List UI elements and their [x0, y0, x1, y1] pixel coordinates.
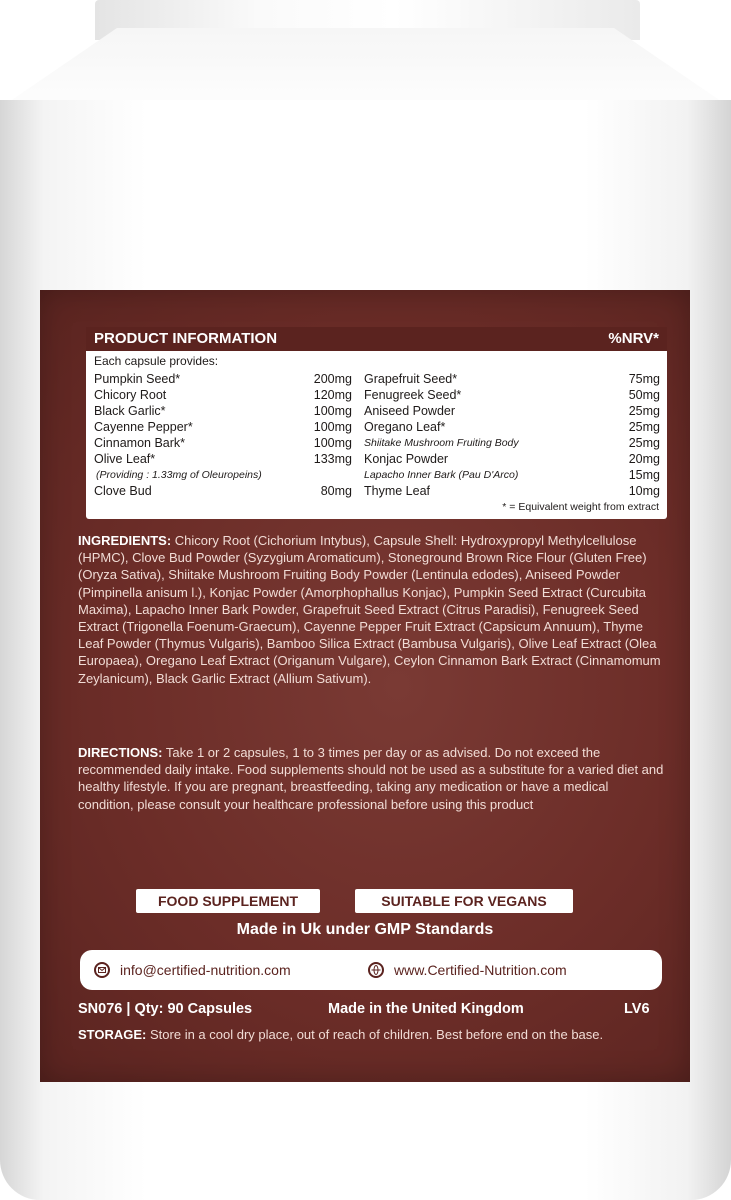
nutrient-name: Shiitake Mushroom Fruiting Body [364, 437, 519, 449]
food-supplement-badge: FOOD SUPPLEMENT [136, 889, 320, 913]
nutrient-value: 200mg [313, 372, 352, 386]
nutrient-row [364, 387, 660, 403]
nutrient-value: 50mg [628, 388, 660, 402]
provides-text: Each capsule provides: [94, 354, 219, 368]
nutrient-name: Cayenne Pepper* [94, 420, 193, 434]
nutrient-row [94, 451, 352, 467]
extract-footnote: * = Equivalent weight from extract [502, 501, 659, 513]
nutrient-value: 80mg [320, 484, 352, 498]
directions-body: Take 1 or 2 capsules, 1 to 3 times per day or as advised. Do not exceed the recommended daily intake. Food supplements should not be used as a substitute for a varied diet and healthy lifestyle. If you are pregnant, breastfeeding, taking any medication or have a medical condition, please consult your healthcare professional before using this product [78, 745, 664, 812]
nutrient-name: Olive Leaf* [94, 452, 156, 466]
nutrient-value: 100mg [313, 420, 352, 434]
made-in-text: Made in the United Kingdom [328, 1001, 524, 1017]
nutrient-value: 25mg [628, 420, 660, 434]
nutrient-row [364, 371, 660, 387]
ingredients-body: Chicory Root (Cichorium Intybus), Capsule Shell: Hydroxypropyl Methylcellulose (HPMC), Clove Bud Powder (Syzygium Aromaticum), Stoneground Brown Rice Flour (Gluten Free) (Oryza Sativa), Shiitake Mushroom Fruiting Body Powder (Lentinula edodes), Aniseed Powder (Pimpinella anisum l.), Konjac Powder (Amorphophallus Konjac), Pumpkin Seed Extract (Curcubita Maxima), Lapacho Inner Bark Powder, Grapefruit Seed Extract (Citrus Paradisi), Fenugreek Seed Extract (Trigonella Foenum-Graecum), Cayenne Pepper Fruit Extract (Capsicum Annuum), Thyme Leaf Powder (Thymus Vulgaris), Bamboo Silica Extract (Bambusa Vulgaris), Olive Leaf Extract (Olea Europaea), Oregano Leaf Extract (Origanum Vulgare), Ceylon Cinnamon Bark Extract (Cinnamomum Zeylanicum), Black Garlic Extract (Allium Sativum). [78, 533, 661, 686]
nutrient-row [364, 435, 660, 451]
nutrient-name: Grapefruit Seed* [364, 372, 458, 386]
panel-title: PRODUCT INFORMATION [94, 330, 278, 347]
email-contact[interactable] [94, 960, 291, 980]
nutrient-value: 75mg [628, 372, 660, 386]
nutrient-value: 133mg [313, 452, 352, 466]
nutrient-value: 25mg [628, 436, 660, 450]
ingredients-label: INGREDIENTS: [78, 533, 172, 548]
nutrient-value: 120mg [313, 388, 352, 402]
contact-bar [80, 950, 662, 990]
nutrient-row [94, 435, 352, 451]
vegan-badge: SUITABLE FOR VEGANS [355, 889, 573, 913]
nutrient-name: Lapacho Inner Bark (Pau D'Arco) [364, 469, 519, 481]
directions-label: DIRECTIONS: [78, 745, 163, 760]
directions-text [78, 744, 664, 813]
nutrient-name: Aniseed Powder [364, 404, 456, 418]
nutrient-row [94, 483, 352, 499]
website-contact[interactable] [368, 960, 567, 980]
nrv-header: %NRV* [608, 330, 659, 347]
nutrient-row [94, 387, 352, 403]
storage-text [78, 1026, 668, 1044]
nutrient-name: Oregano Leaf* [364, 420, 446, 434]
storage-label: STORAGE: [78, 1027, 147, 1042]
nutrient-row [94, 403, 352, 419]
nutrient-name: Pumpkin Seed* [94, 372, 181, 386]
nutrient-name: Fenugreek Seed* [364, 388, 462, 402]
nutrient-value: 25mg [628, 404, 660, 418]
nutrient-row [364, 483, 660, 499]
lot-code: LV6 [624, 1001, 650, 1017]
nutrient-column-left [94, 371, 352, 499]
ingredients-text [78, 532, 664, 687]
product-label [40, 290, 690, 1082]
nutrient-row [364, 419, 660, 435]
product-information-panel [86, 327, 667, 519]
nutrient-value: 15mg [628, 468, 660, 482]
nutrient-name: Black Garlic* [94, 404, 166, 418]
website-url: www.Certified-Nutrition.com [394, 962, 567, 978]
email-address: info@certified-nutrition.com [120, 962, 291, 978]
nutrient-value: 100mg [313, 404, 352, 418]
globe-icon [368, 962, 384, 978]
nutrient-row [364, 451, 660, 467]
nutrient-name: Chicory Root [94, 388, 167, 402]
nutrient-note [94, 467, 352, 483]
nutrient-name: Konjac Powder [364, 452, 449, 466]
bottle-shoulder [0, 28, 731, 108]
nutrient-name: Clove Bud [94, 484, 152, 498]
nutrient-row [94, 419, 352, 435]
nutrient-value: 100mg [313, 436, 352, 450]
nutrient-row [364, 403, 660, 419]
gmp-statement: Made in Uk under GMP Standards [236, 921, 494, 938]
nutrient-row [364, 467, 660, 483]
nutrient-value: 10mg [628, 484, 660, 498]
nutrient-name: Thyme Leaf [364, 484, 431, 498]
nutrient-column-right [364, 371, 660, 499]
storage-body: Store in a cool dry place, out of reach of children. Best before end on the base. [150, 1027, 604, 1042]
nutrient-row [94, 371, 352, 387]
nutrient-value: 20mg [628, 452, 660, 466]
nutrient-name: (Providing : 1.33mg of Oleuropeins) [96, 469, 262, 481]
email-icon [94, 962, 110, 978]
panel-header [86, 327, 667, 351]
product-code-quantity: SN076 | Qty: 90 Capsules [78, 1001, 253, 1017]
nutrient-name: Cinnamon Bark* [94, 436, 186, 450]
